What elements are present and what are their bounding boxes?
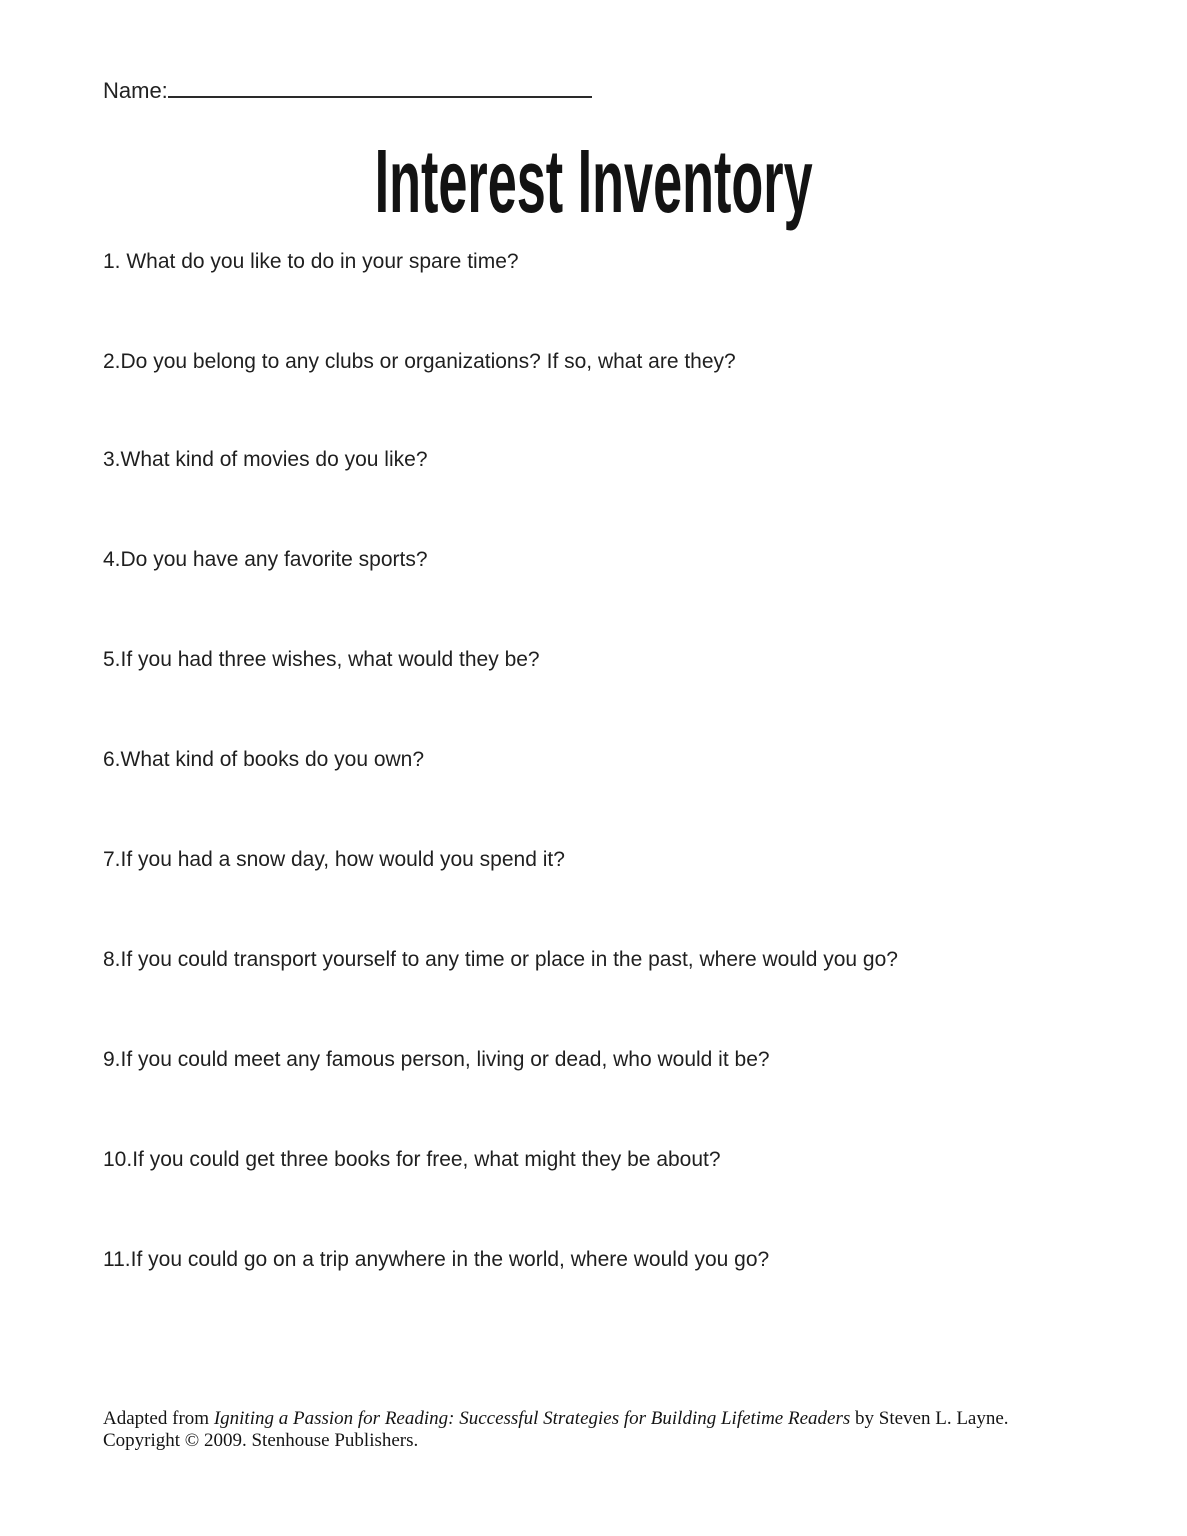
footer-attribution — [103, 1408, 1083, 1452]
name-blank-line — [168, 74, 592, 98]
title-wrap — [0, 130, 1187, 235]
book-title: Igniting a Passion for Reading: Successful Strategies for Building Lifetime Readers — [213, 1408, 851, 1429]
author-text: by Steven L. Layne. — [850, 1408, 1009, 1429]
name-label: Name: — [103, 78, 168, 103]
footer-line-1 — [103, 1408, 1083, 1430]
name-row — [103, 74, 592, 105]
question-8: 8.If you could transport yourself to any time or place in the past, where would you go? — [103, 948, 898, 971]
question-10: 10.If you could get three books for free, what might they be about? — [103, 1148, 721, 1171]
question-4: 4.Do you have any favorite sports? — [103, 548, 428, 571]
question-2: 2.Do you belong to any clubs or organizations? If so, what are they? — [103, 350, 736, 373]
question-9: 9.If you could meet any famous person, living or dead, who would it be? — [103, 1048, 770, 1071]
question-6: 6.What kind of books do you own? — [103, 748, 425, 771]
question-3: 3.What kind of movies do you like? — [103, 448, 428, 471]
question-5: 5.If you had three wishes, what would they be? — [103, 648, 540, 671]
adapted-from-text: Adapted from — [103, 1408, 214, 1429]
footer-line-2: Copyright © 2009. Stenhouse Publishers. — [103, 1430, 419, 1451]
page-title: Interest Inventory — [374, 132, 813, 232]
question-11: 11.If you could go on a trip anywhere in the world, where would you go? — [103, 1248, 770, 1271]
question-7: 7.If you had a snow day, how would you spend it? — [103, 848, 565, 871]
question-1: 1. What do you like to do in your spare time? — [103, 250, 519, 273]
